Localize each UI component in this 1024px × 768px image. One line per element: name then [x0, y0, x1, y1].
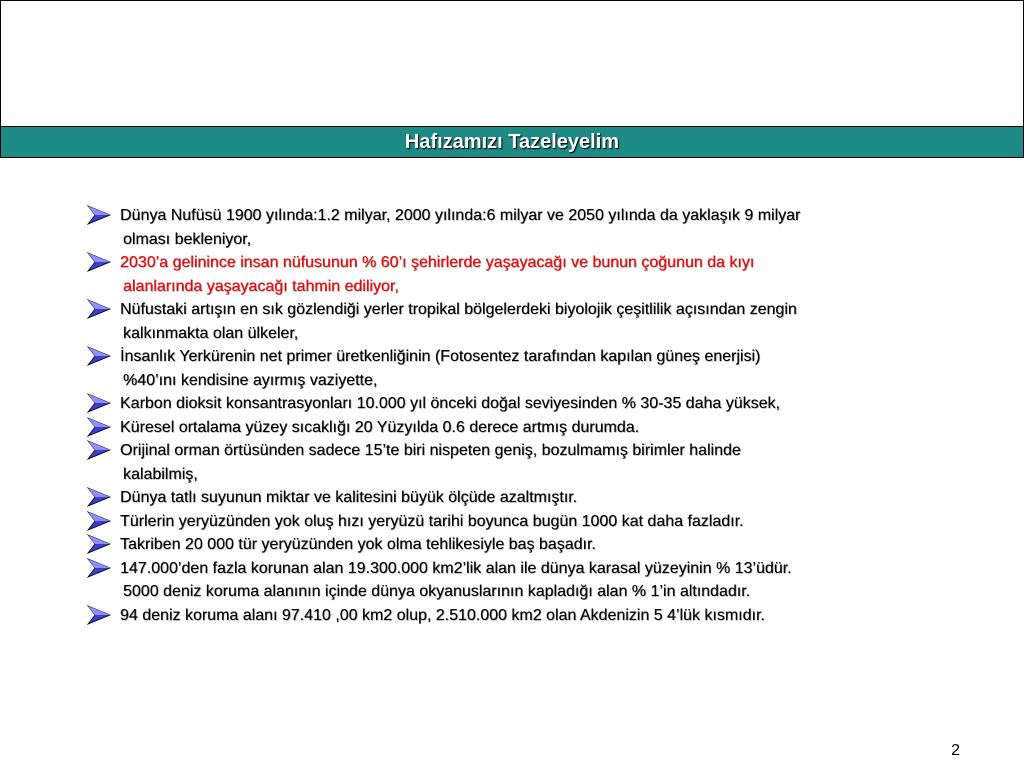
bullet-text-line: %40’ını kendisine ayırmış vaziyette,	[123, 371, 378, 389]
bullet-text-line: 2030’a gelinince insan nüfusunun % 60’ı şehirlerde yaşayacağı ve bunun çoğunun da kıyı	[120, 254, 755, 271]
arrowhead-bullet-icon	[86, 252, 112, 272]
bullet-item	[86, 533, 976, 557]
bullet-list	[86, 204, 976, 627]
slide-title: Hafızamızı Tazeleyelim	[404, 131, 620, 153]
bullet-text-line: İnsanlık Yerkürenin net primer üretkenliğinin (Fotosentez tarafından kapılan güneş enerjisi)	[120, 348, 761, 365]
bullet-text-line: Karbon dioksit konsantrasyonları 10.000 yıl önceki doğal seviyesinden % 30-35 daha yüksek,	[120, 395, 780, 412]
page-number: 2	[951, 742, 960, 759]
bullet-item	[86, 204, 976, 251]
bullet-item	[86, 557, 976, 604]
bullet-text-line: Orijinal orman örtüsünden sadece 15’te biri nispeten geniş, bozulmamış birimler halinde	[120, 442, 741, 459]
bullet-text-line: 147.000’den fazla korunan alan 19.300.000 km2’lik alan ile dünya karasal yüzeyinin % 13’üdür.	[120, 559, 792, 577]
arrowhead-bullet-icon	[86, 346, 112, 366]
bullet-text-line: Türlerin yeryüzünden yok oluş hızı yeryüzü tarihi boyunca bugün 1000 kat daha fazladır.	[120, 512, 744, 530]
bullet-text-line: Nüfustaki artışın en sık gözlendiği yerler tropikal bölgelerdeki biyolojik çeşitlilik açısından zengin	[120, 301, 797, 318]
bullet-item	[86, 298, 976, 345]
arrowhead-bullet-icon	[86, 558, 112, 578]
arrowhead-bullet-icon	[86, 487, 112, 507]
bullet-item	[86, 345, 976, 392]
bullet-text-line: kalabilmiş,	[123, 465, 198, 483]
slide-header-area	[0, 0, 1024, 127]
bullet-item	[86, 604, 976, 628]
bullet-item	[86, 439, 976, 486]
bullet-text-line: kalkınmakta olan ülkeler,	[123, 324, 299, 342]
bullet-text-line: Dünya tatlı suyunun miktar ve kalitesini büyük ölçüde azaltmıştır.	[120, 489, 578, 506]
bullet-item	[86, 486, 976, 510]
bullet-text-line: 5000 deniz koruma alanının içinde dünya okyanuslarının kapladığı alan % 1’in altındadır.	[123, 583, 751, 600]
arrowhead-bullet-icon	[86, 299, 112, 319]
arrowhead-bullet-icon	[86, 534, 112, 554]
arrowhead-bullet-icon	[86, 205, 112, 225]
bullet-item	[86, 510, 976, 534]
bullet-item	[86, 392, 976, 416]
arrowhead-bullet-icon	[86, 605, 112, 625]
arrowhead-bullet-icon	[86, 393, 112, 413]
bullet-text-line: Küresel ortalama yüzey sıcaklığı 20 Yüzyılda 0.6 derece artmış durumda.	[120, 418, 640, 436]
arrowhead-bullet-icon	[86, 440, 112, 460]
title-bar	[0, 126, 1024, 158]
bullet-item	[86, 251, 976, 298]
bullet-text-line: olması bekleniyor,	[123, 230, 252, 248]
bullet-text-line: alanlarında yaşayacağı tahmin ediliyor,	[123, 277, 399, 295]
bullet-text-line: Takriben 20 000 tür yeryüzünden yok olma tehlikesiyle baş başadır.	[120, 536, 596, 553]
arrowhead-bullet-icon	[86, 511, 112, 531]
bullet-text-line: 94 deniz koruma alanı 97.410 ,00 km2 olup, 2.510.000 km2 olan Akdenizin 5 4’lük kısmıdır.	[120, 606, 765, 624]
bullet-item	[86, 416, 976, 440]
bullet-text-line: Dünya Nufüsü 1900 yılında:1.2 milyar, 2000 yılında:6 milyar ve 2050 yılında da yaklaşık 9 milyar	[120, 207, 801, 224]
arrowhead-bullet-icon	[86, 417, 112, 437]
